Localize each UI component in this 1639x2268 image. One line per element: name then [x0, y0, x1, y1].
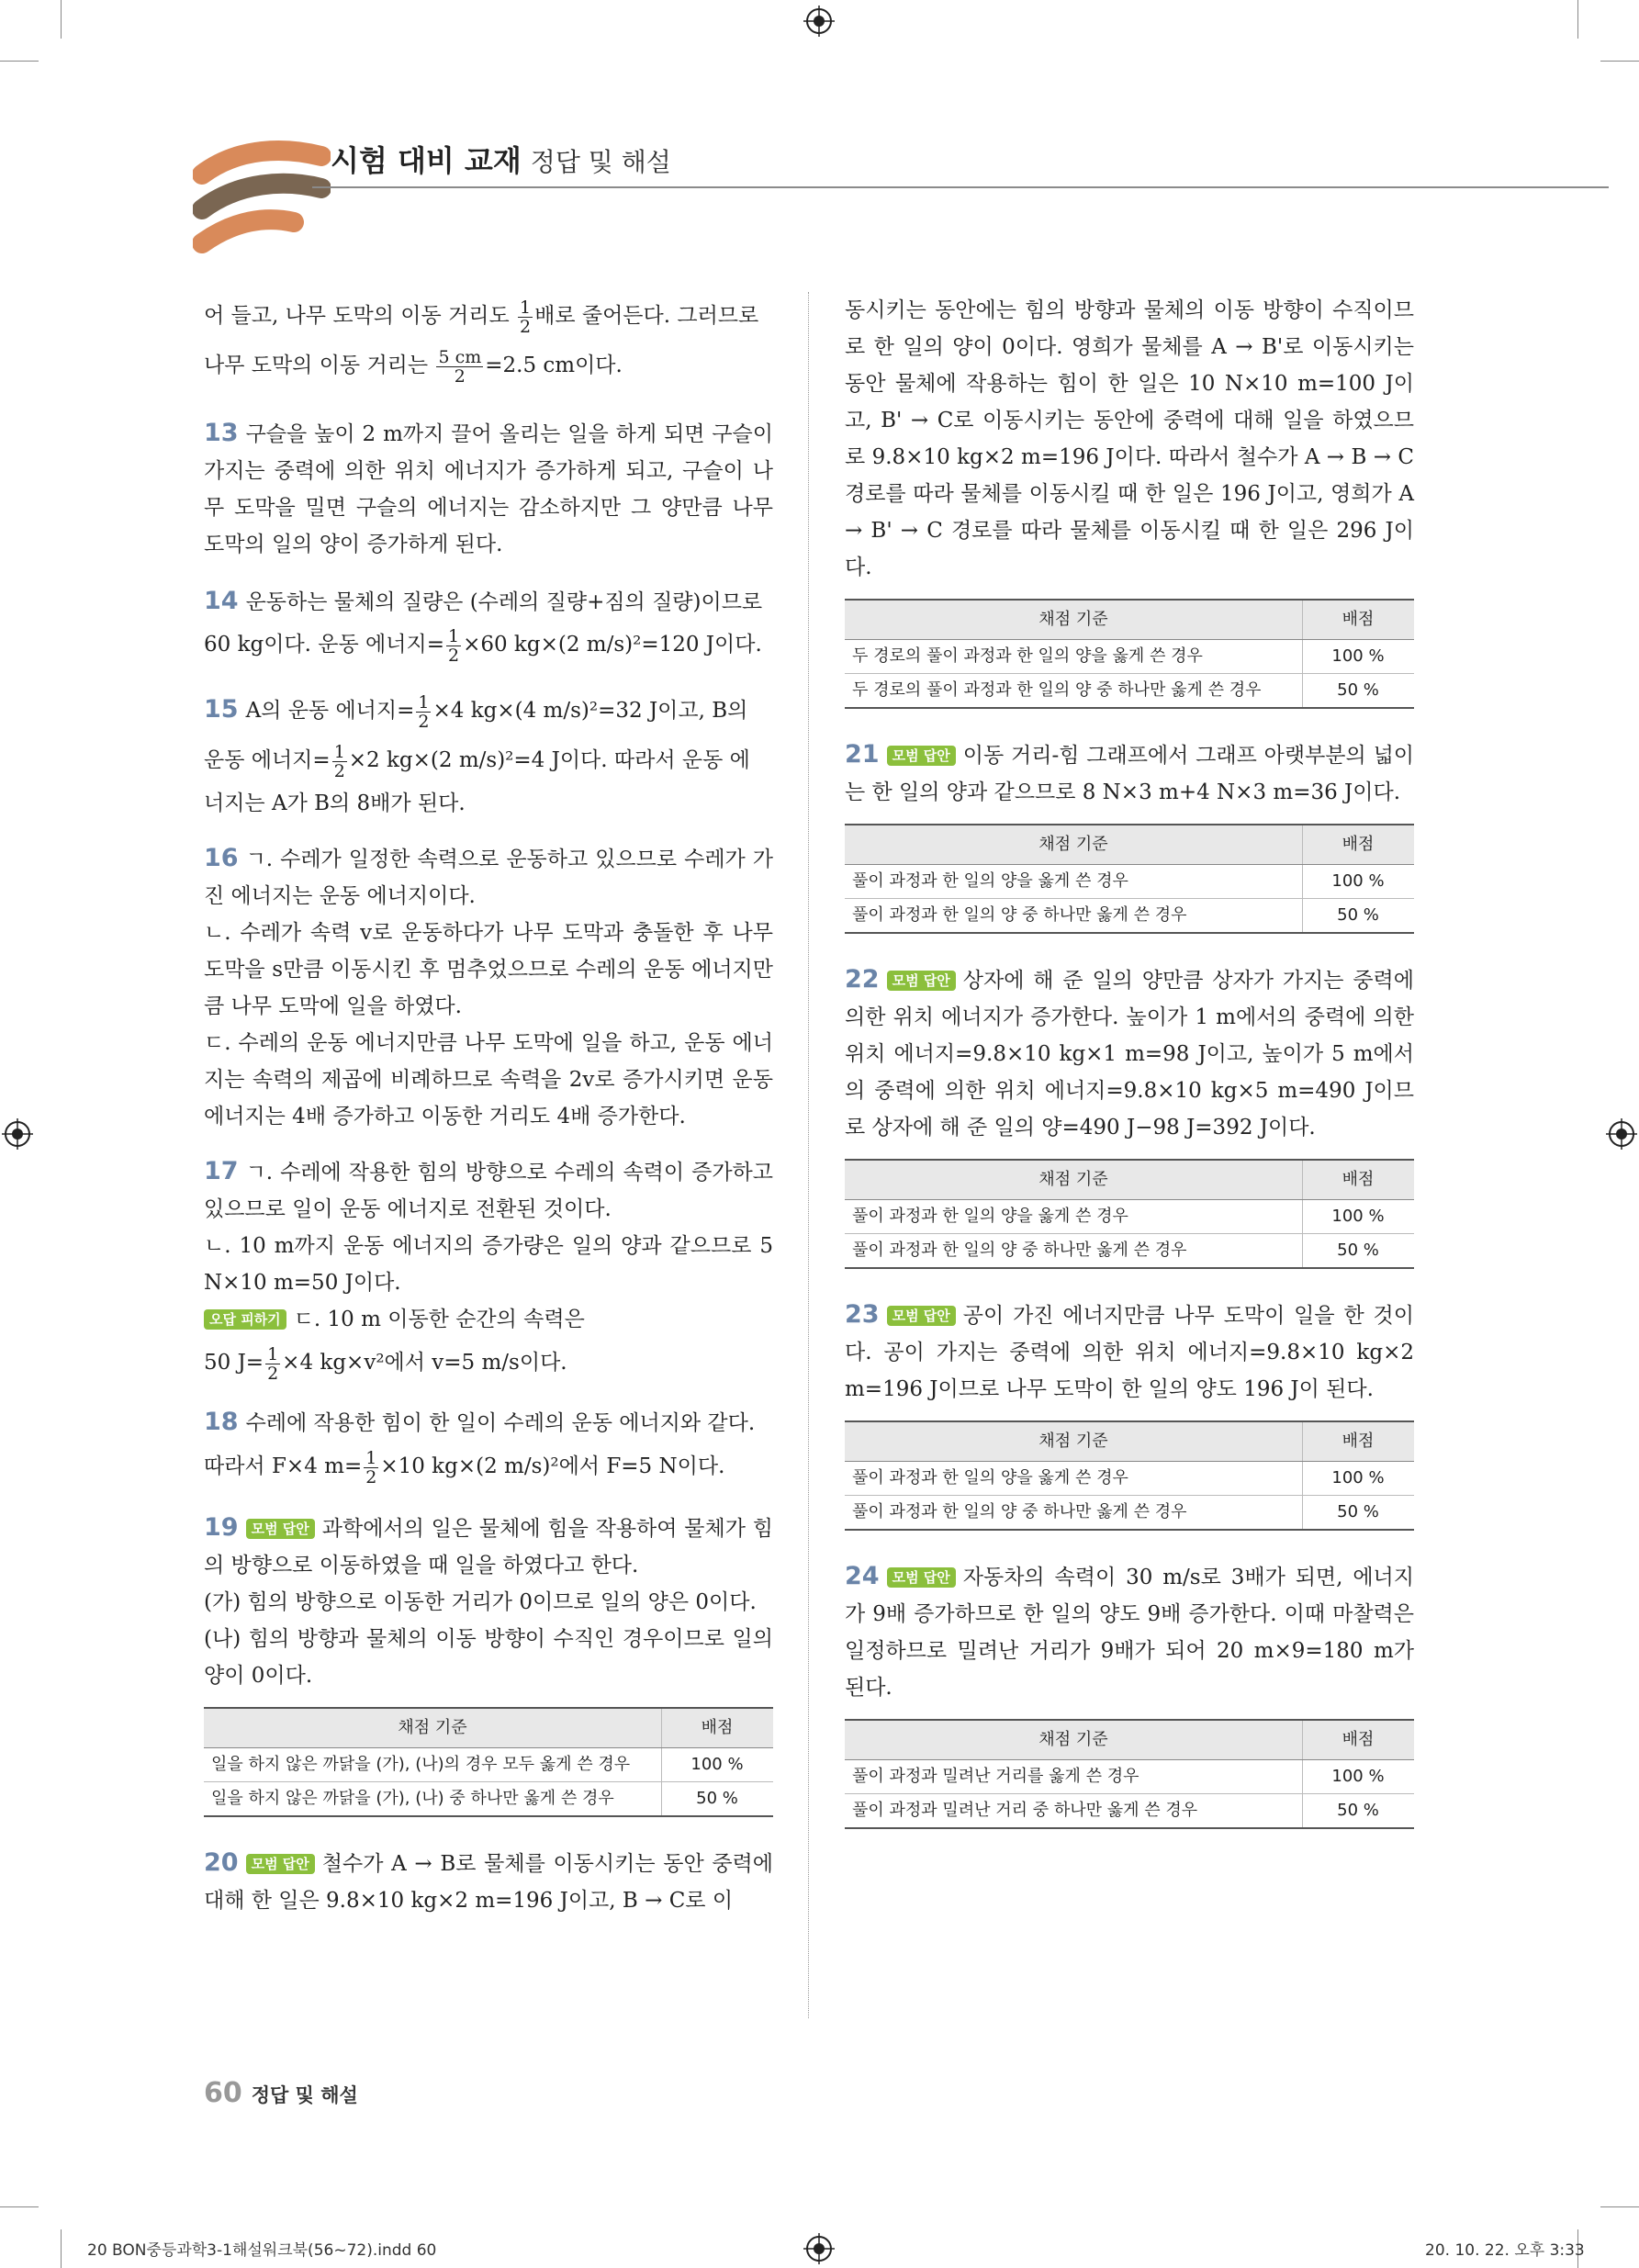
header-title	[331, 138, 671, 180]
page-folio	[204, 2077, 358, 2109]
answer-22	[845, 961, 1414, 1269]
body-text: 동시키는 동안에는 힘의 방향과 물체의 이동 방향이 수직이므로 한 일의 양이 0이다. 영희가 물체를 A → B'로 이동시키는 동안 물체에 작용하는 힘이 한 일은 10 N×10 m=100 J이고, B' → C로 이동시키는 동안에 중력에 대해 일을 하였으므로 9.8×10 kg×2 m=196 J이다. 따라서 철수가 A → B → C 경로를 따라 물체를 이동시킬 때 한 일은 196 J이고, 영희가 A → B' → C 경로를 따라 물체를 이동시킬 때 한 일은 296 J이다.	[845, 298, 1414, 579]
table-row: 풀이 과정과 한 일의 양 중 하나만 옳게 쓴 경우 50 %	[845, 899, 1414, 934]
table-row: 풀이 과정과 한 일의 양을 옳게 쓴 경우 100 %	[845, 1200, 1414, 1234]
table-header: 배점	[1303, 1720, 1415, 1760]
wrong-answer-badge: 오답 피하기	[204, 1309, 286, 1330]
answer-16	[204, 840, 773, 1135]
body-text: ㄴ. 10 m까지 운동 에너지의 증가량은 일의 양과 같으므로 5 N×10 m=50 J이다.	[204, 1234, 773, 1295]
body-text: ×4 kg×(4 m/s)²=32 J이고, B의	[432, 699, 748, 723]
answer-20-continued	[845, 292, 1414, 709]
answer-19	[204, 1510, 773, 1817]
page-number: 60	[204, 2077, 242, 2109]
table-header: 배점	[1303, 825, 1415, 865]
body-text: ×2 kg×(2 m/s)²=4 J이다. 따라서 운동 에	[348, 748, 750, 772]
crop-mark	[0, 2206, 39, 2207]
question-number: 23	[845, 1300, 880, 1329]
question-number: 17	[204, 1157, 239, 1185]
right-column	[845, 292, 1414, 1857]
answer-17	[204, 1153, 773, 1387]
body-text: 50 J=	[204, 1351, 264, 1375]
scoring-table	[845, 1159, 1414, 1269]
header-swoosh-icon	[193, 138, 331, 257]
print-slug-file: 20 BON중등과학3-1해설워크북(56~72).indd 60	[87, 2241, 437, 2260]
question-number: 21	[845, 740, 880, 769]
body-text: ㄱ. 수레가 일정한 속력으로 운동하고 있으므로 수레가 가진 에너지는 운동 에너지이다.	[204, 848, 773, 908]
scoring-table	[204, 1707, 773, 1817]
body-text: 자동차의 속력이 30 m/s로 3배가 되면, 에너지가 9배 증가하므로 한 일의 양도 9배 증가한다. 이때 마찰력은 일정하므로 밀려난 거리가 9배가 되어 20 m×9=180 m가 된다.	[845, 1566, 1414, 1700]
answer-18	[204, 1404, 773, 1491]
table-header: 배점	[662, 1708, 774, 1748]
header-subtitle: 정답 및 해설	[530, 147, 671, 177]
registration-mark-icon	[1606, 1118, 1637, 1150]
table-header: 채점 기준	[845, 1160, 1303, 1200]
table-header: 배점	[1303, 1160, 1415, 1200]
table-header: 채점 기준	[845, 1720, 1303, 1760]
crop-mark	[0, 61, 39, 62]
question-number: 13	[204, 419, 239, 447]
body-text: 과학에서의 일은 물체에 힘을 작용하여 물체가 힘의 방향으로 이동하였을 때 일을 하였다고 한다.	[204, 1517, 773, 1577]
body-text: ㄴ. 수레가 속력 v로 운동하다가 나무 도막과 충돌한 후 나무 도막을 s만큼 이동시킨 후 멈추었으므로 수레의 운동 에너지만큼 나무 도막에 일을 하였다.	[204, 921, 773, 1018]
registration-mark-icon	[2, 1118, 33, 1150]
fraction: $\frac{1}{2}$	[520, 297, 532, 337]
question-number: 19	[204, 1513, 239, 1542]
table-row: 두 경로의 풀이 과정과 한 일의 양을 옳게 쓴 경우 100 %	[845, 640, 1414, 674]
table-row: 두 경로의 풀이 과정과 한 일의 양 중 하나만 옳게 쓴 경우 50 %	[845, 674, 1414, 709]
registration-mark-icon	[803, 6, 835, 37]
body-text: ×60 kg×(2 m/s)²=120 J이다.	[463, 633, 762, 657]
body-text: ㄷ. 수레의 운동 에너지만큼 나무 도막에 일을 하고, 운동 에너지는 속력의 제곱에 비례하므로 속력을 2v로 증가시키면 운동 에너지는 4배 증가하고 이동한 거리도 4배 증가한다.	[204, 1031, 773, 1128]
body-text: 나무 도막의 이동 거리는	[204, 354, 435, 377]
print-slug-date: 20. 10. 22. 오후 3:33	[1425, 2241, 1585, 2260]
scoring-table	[845, 1719, 1414, 1829]
table-header: 배점	[1303, 600, 1415, 640]
scoring-table	[845, 1420, 1414, 1531]
table-header: 배점	[1303, 1421, 1415, 1462]
table-header: 채점 기준	[845, 1421, 1303, 1462]
body-text: 운동하는 물체의 질량은 (수레의 질량+짐의 질량)이므로	[245, 590, 763, 614]
scoring-table	[845, 824, 1414, 934]
body-text: ×4 kg×v²에서 v=5 m/s이다.	[282, 1351, 567, 1375]
fraction: $\frac{1}{2}$	[365, 1447, 377, 1488]
body-text: (가) 힘의 방향으로 이동한 거리가 0이므로 일의 양은 0이다.	[204, 1590, 757, 1614]
body-text: 너지는 A가 B의 8배가 된다.	[204, 792, 466, 815]
body-text: 철수가 A → B로 물체를 이동시키는 동안 중력에 대해 한 일은 9.8×10 kg×2 m=196 J이고, B → C로 이	[204, 1852, 773, 1913]
body-text: 어 들고, 나무 도막의 이동 거리도	[204, 304, 517, 328]
crop-mark	[1600, 61, 1639, 62]
fraction: $\frac{1}{2}$	[267, 1343, 279, 1384]
answer-20	[204, 1845, 773, 1919]
body-text: 수레에 작용한 힘이 한 일이 수레의 운동 에너지와 같다.	[245, 1411, 756, 1435]
table-row: 일을 하지 않은 까닭을 (가), (나)의 경우 모두 옳게 쓴 경우 100 %	[204, 1748, 773, 1782]
answer-24	[845, 1558, 1414, 1829]
table-row: 일을 하지 않은 까닭을 (가), (나) 중 하나만 옳게 쓴 경우 50 %	[204, 1782, 773, 1817]
fraction: $\frac{5 cm}{2}$	[438, 346, 482, 387]
body-text: 따라서 F×4 m=	[204, 1454, 363, 1478]
model-answer-badge: 모범 답안	[887, 971, 956, 991]
header-main-title: 시험 대비 교재	[331, 143, 522, 178]
body-text: ㄱ. 수레에 작용한 힘의 방향으로 수레의 속력이 증가하고 있으므로 일이 운동 에너지로 전환된 것이다.	[204, 1161, 773, 1221]
crop-mark	[1577, 0, 1578, 39]
question-number: 18	[204, 1408, 239, 1436]
scoring-table	[845, 599, 1414, 709]
model-answer-badge: 모범 답안	[887, 1567, 956, 1588]
header-rule	[312, 186, 1609, 188]
answer-23	[845, 1297, 1414, 1531]
crop-mark	[61, 2229, 62, 2268]
body-text: 공이 가진 에너지만큼 나무 도막이 일을 한 것이다. 공이 가지는 중력에 의한 위치 에너지=9.8×10 kg×2 m=196 J이므로 나무 도막이 한 일의 양도 196 J이 된다.	[845, 1304, 1414, 1401]
model-answer-badge: 모범 답안	[887, 746, 956, 766]
body-text: 상자에 해 준 일의 양만큼 상자가 가지는 중력에 의한 위치 에너지가 증가한다. 높이가 1 m에서의 중력에 의한 위치 에너지=9.8×10 kg×1 m=98 J이고, 높이가 5 m에서의 중력에 의한 위치 에너지=9.8×10 kg×5 m=490 J이므로 상자에 해 준 일의 양=490 J−98 J=392 J이다.	[845, 969, 1414, 1140]
body-text: 운동 에너지=	[204, 748, 331, 772]
crop-mark	[61, 0, 62, 39]
question-number: 16	[204, 844, 239, 872]
question-number: 15	[204, 695, 239, 724]
column-divider	[808, 292, 810, 2018]
page-label: 정답 및 해설	[251, 2084, 358, 2106]
body-text: A의 운동 에너지=	[245, 699, 415, 723]
answer-14	[204, 583, 773, 668]
body-text: 구슬을 높이 2 m까지 끌어 올리는 일을 하게 되면 구슬이 가지는 중력에 의한 위치 에너지가 증가하게 되고, 구슬이 나무 도막을 밀면 구슬의 에너지는 감소하지만 그 양만큼 나무 도막의 일의 양이 증가하게 된다.	[204, 422, 773, 556]
body-text: 60 kg이다. 운동 에너지=	[204, 633, 444, 657]
question-number: 22	[845, 965, 880, 994]
answer-13	[204, 415, 773, 563]
table-header: 채점 기준	[845, 825, 1303, 865]
body-text: ×10 kg×(2 m/s)²에서 F=5 N이다.	[380, 1454, 725, 1478]
body-text: ㄷ. 10 m 이동한 순간의 속력은	[293, 1308, 585, 1331]
table-row: 풀이 과정과 밀려난 거리를 옳게 쓴 경우 100 %	[845, 1760, 1414, 1794]
fraction: $\frac{1}{2}$	[418, 691, 430, 732]
table-header: 채점 기준	[204, 1708, 662, 1748]
body-text: 배로 줄어든다. 그러므로	[534, 304, 759, 328]
registration-mark-icon	[803, 2233, 835, 2264]
answer-15	[204, 685, 773, 822]
body-text: 이동 거리-힘 그래프에서 그래프 아랫부분의 넓이는 한 일의 양과 같으므로 8 N×3 m+4 N×3 m=36 J이다.	[845, 744, 1414, 804]
question-number: 14	[204, 587, 239, 615]
question-number: 24	[845, 1562, 880, 1590]
answer-12-continued	[204, 292, 773, 391]
table-row: 풀이 과정과 한 일의 양 중 하나만 옳게 쓴 경우 50 %	[845, 1234, 1414, 1269]
fraction: $\frac{1}{2}$	[447, 625, 460, 666]
table-row: 풀이 과정과 밀려난 거리 중 하나만 옳게 쓴 경우 50 %	[845, 1794, 1414, 1829]
model-answer-badge: 모범 답안	[246, 1854, 315, 1874]
model-answer-badge: 모범 답안	[246, 1519, 315, 1539]
answer-21	[845, 736, 1414, 934]
fraction: $\frac{1}{2}$	[333, 741, 345, 781]
question-number: 20	[204, 1848, 239, 1877]
body-text: (나) 힘의 방향과 물체의 이동 방향이 수직인 경우이므로 일의 양이 0이다.	[204, 1627, 773, 1688]
body-text: =2.5 cm이다.	[485, 354, 623, 377]
model-answer-badge: 모범 답안	[887, 1306, 956, 1326]
table-row: 풀이 과정과 한 일의 양을 옳게 쓴 경우 100 %	[845, 865, 1414, 899]
table-header: 채점 기준	[845, 600, 1303, 640]
left-column	[204, 292, 773, 1936]
table-row: 풀이 과정과 한 일의 양을 옳게 쓴 경우 100 %	[845, 1462, 1414, 1496]
crop-mark	[1600, 2206, 1639, 2207]
table-row: 풀이 과정과 한 일의 양 중 하나만 옳게 쓴 경우 50 %	[845, 1496, 1414, 1531]
